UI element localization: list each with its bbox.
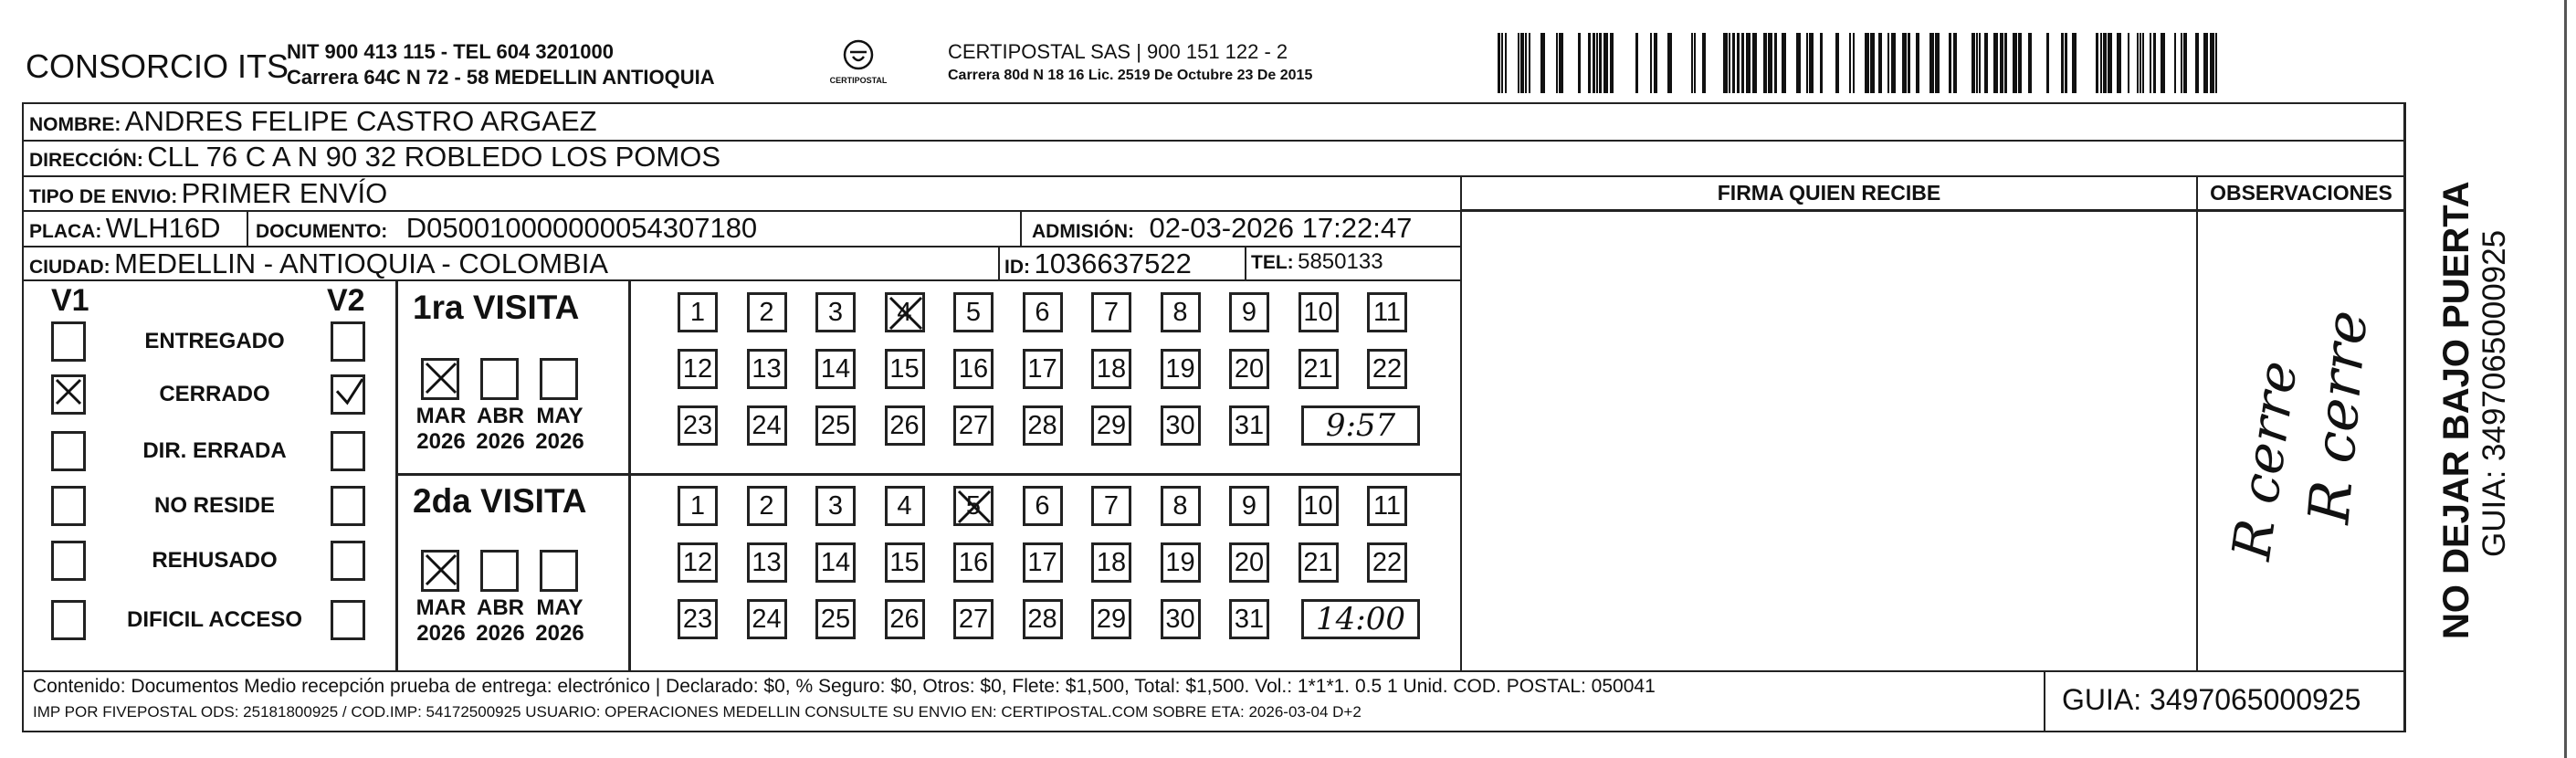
month-year: 2026 <box>476 429 525 454</box>
month-year: 2026 <box>416 621 466 646</box>
month-checkbox[interactable] <box>540 358 578 400</box>
month-year: 2026 <box>476 621 525 646</box>
second-visit-day-box[interactable] <box>953 599 994 639</box>
day-number: 24 <box>752 605 782 634</box>
month-label <box>414 595 468 647</box>
company-nit: NIT 900 413 115 - TEL 604 3201000 <box>287 40 614 63</box>
first-visit-day-box[interactable] <box>1023 292 1063 332</box>
day-number: 29 <box>1096 411 1127 440</box>
first-visit-day-box[interactable] <box>1229 349 1269 389</box>
logo-icon <box>842 38 875 71</box>
company-name: CONSORCIO ITS <box>26 47 289 85</box>
first-visit-day-box[interactable] <box>953 292 994 332</box>
status-label: NO RESIDE <box>153 493 276 518</box>
company-address: Carrera 64C N 72 - 58 MEDELLIN ANTIOQUIA <box>287 66 715 89</box>
day-number: 6 <box>1035 298 1050 327</box>
day-number: 6 <box>1035 491 1050 521</box>
second-visit-day-box[interactable] <box>1091 486 1131 526</box>
second-visit-day-box[interactable] <box>1161 486 1201 526</box>
day-number: 31 <box>1234 411 1265 440</box>
first-visit-day-box[interactable] <box>1091 405 1131 446</box>
day-number: 10 <box>1303 298 1333 327</box>
day-number: 14 <box>820 548 851 577</box>
first-visit-day-box[interactable] <box>678 292 718 332</box>
month-name: ABR <box>477 595 524 620</box>
first-visit-day-box[interactable] <box>747 349 787 389</box>
day-number: 21 <box>1303 354 1333 384</box>
day-number: 15 <box>889 354 920 384</box>
first-visit-day-box[interactable] <box>747 292 787 332</box>
admision-label: ADMISIÓN: <box>1032 221 1134 242</box>
side-warning: NO DEJAR BAJO PUERTA <box>2436 181 2476 639</box>
v1-checkbox[interactable] <box>51 321 86 362</box>
logo-text: CERTIPOSTAL <box>829 76 888 85</box>
footer-guia: GUIA: 3497065000925 <box>2062 683 2361 716</box>
first-visit-day-box[interactable] <box>678 349 718 389</box>
first-visit-day-box[interactable] <box>1023 349 1063 389</box>
observation-handwriting: R cerre <box>2295 307 2381 527</box>
first-visit-day-box[interactable] <box>1161 292 1201 332</box>
first-visit-day-box[interactable] <box>1299 349 1339 389</box>
right-edge-line <box>2564 0 2567 758</box>
first-visit-day-box[interactable] <box>1023 405 1063 446</box>
cross-mark-icon <box>424 361 460 397</box>
day-number: 12 <box>682 354 713 384</box>
day-number: 9 <box>1241 298 1257 327</box>
second-visit-day-box[interactable] <box>953 542 994 583</box>
tipo-value: PRIMER ENVÍO <box>181 177 388 209</box>
tel-label: TEL: <box>1251 252 1294 273</box>
documento-label: DOCUMENTO: <box>256 221 388 242</box>
first-visit-day-box[interactable] <box>815 405 856 446</box>
second-visit-day-box[interactable] <box>678 486 718 526</box>
day-number: 16 <box>958 354 989 384</box>
imp-line: IMP POR FIVEPOSTAL ODS: 25181800925 / COD.IMP: 54172500925 USUARIO: OPERACIONES MEDELLIN CONSULTE SU ENVIO EN: CERTIPOSTAL.COM SOBRE ETA: 2026-03-04 D+2 <box>33 703 1362 721</box>
first-visit-day-box[interactable] <box>1229 405 1269 446</box>
v2-checkbox[interactable] <box>331 431 365 471</box>
day-number: 8 <box>1172 298 1188 327</box>
cross-mark-icon <box>54 377 85 408</box>
day-number: 1 <box>689 298 706 327</box>
second-visit-day-box[interactable] <box>1299 486 1339 526</box>
day-number: 20 <box>1234 548 1265 577</box>
second-visit-day-box[interactable] <box>1023 599 1063 639</box>
first-visit-day-box[interactable] <box>815 292 856 332</box>
first-visit-day-box[interactable] <box>885 349 925 389</box>
first-visit-day-box[interactable] <box>815 349 856 389</box>
first-visit-day-box[interactable] <box>1367 292 1407 332</box>
day-number: 26 <box>889 411 920 440</box>
second-visit-day-box[interactable] <box>678 599 718 639</box>
day-number: 5 <box>965 298 982 327</box>
day-number: 14 <box>820 354 851 384</box>
firma-header: FIRMA QUIEN RECIBE <box>1717 181 1941 205</box>
day-number: 13 <box>752 548 782 577</box>
month-label <box>532 595 587 647</box>
second-visit-day-box[interactable] <box>885 599 925 639</box>
day-number: 25 <box>820 605 851 634</box>
tipo-label: TIPO DE ENVIO: <box>29 186 178 207</box>
second-visit-day-box[interactable] <box>747 599 787 639</box>
day-number: 30 <box>1165 411 1195 440</box>
status-label: CERRADO <box>159 382 270 406</box>
second-visit-day-box[interactable] <box>1023 486 1063 526</box>
day-number: 17 <box>1027 548 1057 577</box>
day-number: 25 <box>820 411 851 440</box>
status-label: DIR. ERRADA <box>142 438 287 463</box>
month-checkbox[interactable] <box>421 550 459 592</box>
day-number: 10 <box>1303 491 1333 521</box>
second-visit-day-box[interactable] <box>1161 599 1201 639</box>
v2-checkbox[interactable] <box>331 486 365 526</box>
day-number: 2 <box>759 298 774 327</box>
day-number: 30 <box>1165 605 1195 634</box>
second-visit-day-box[interactable] <box>885 542 925 583</box>
first-visit-day-box[interactable] <box>885 292 925 332</box>
first-visit-day-box[interactable] <box>1367 349 1407 389</box>
day-number: 3 <box>827 298 844 327</box>
v2-header: V2 <box>327 283 365 318</box>
second-visit-day-box[interactable] <box>1091 599 1131 639</box>
first-visit-day-box[interactable] <box>953 349 994 389</box>
second-visit-day-box[interactable] <box>1023 542 1063 583</box>
day-number: 7 <box>1103 491 1120 521</box>
first-visit-time-box[interactable]: 9:57 <box>1301 405 1420 446</box>
v1-checkbox[interactable] <box>51 431 86 471</box>
day-number: 16 <box>958 548 989 577</box>
day-number: 29 <box>1096 605 1127 634</box>
day-number: 4 <box>897 491 912 521</box>
second-visit-day-box[interactable] <box>1229 542 1269 583</box>
nombre-label: NOMBRE: <box>29 114 121 135</box>
month-label <box>473 595 528 647</box>
day-number: 9 <box>1241 491 1257 521</box>
day-number: 20 <box>1234 354 1265 384</box>
day-number: 3 <box>827 491 844 521</box>
direccion-label: DIRECCIÓN: <box>29 150 143 171</box>
month-checkbox[interactable] <box>421 358 459 400</box>
day-number: 4 <box>897 298 912 327</box>
placa-value: WLH16D <box>105 212 221 244</box>
first-visit-day-box[interactable] <box>1091 349 1131 389</box>
day-number: 24 <box>752 411 782 440</box>
first-visit-day-box[interactable] <box>747 405 787 446</box>
day-number: 8 <box>1172 491 1188 521</box>
second-visit-day-box[interactable] <box>747 486 787 526</box>
barcode <box>1498 33 2228 93</box>
v1-header: V1 <box>51 283 89 318</box>
second-visit-day-box[interactable] <box>1367 486 1407 526</box>
day-number: 23 <box>682 411 713 440</box>
day-number: 27 <box>958 411 989 440</box>
day-number: 19 <box>1165 354 1195 384</box>
second-visit-time-box[interactable]: 14:00 <box>1301 599 1420 639</box>
day-number: 18 <box>1096 548 1127 577</box>
admision-value: 02-03-2026 17:22:47 <box>1149 212 1413 244</box>
second-visit-day-box[interactable] <box>815 486 856 526</box>
first-visit-day-box[interactable] <box>1229 292 1269 332</box>
month-checkbox[interactable] <box>480 550 519 592</box>
first-visit-day-box[interactable] <box>1091 292 1131 332</box>
month-year: 2026 <box>416 429 466 454</box>
id-label: ID: <box>1004 257 1030 278</box>
second-visit-day-box[interactable] <box>678 542 718 583</box>
day-number: 15 <box>889 548 920 577</box>
cross-mark-icon <box>956 489 994 527</box>
day-number: 1 <box>689 491 706 521</box>
month-year: 2026 <box>535 621 584 646</box>
status-label: REHUSADO <box>152 548 278 573</box>
day-number: 19 <box>1165 548 1195 577</box>
observation-handwriting-2: R cerre <box>2220 356 2309 564</box>
day-number: 2 <box>759 491 774 521</box>
day-number: 28 <box>1027 411 1057 440</box>
second-visit-day-box[interactable] <box>1367 542 1407 583</box>
day-number: 17 <box>1027 354 1057 384</box>
month-name: MAR <box>415 595 467 620</box>
second-visit-day-box[interactable] <box>815 599 856 639</box>
second-visit-day-box[interactable] <box>885 486 925 526</box>
month-name: ABR <box>477 404 524 428</box>
v2-checkbox[interactable] <box>331 321 365 362</box>
v1-checkbox[interactable] <box>51 541 86 581</box>
content-line: Contenido: Documentos Medio recepción prueba de entrega: electrónico | Declarado: $0, % Seguro: $0, Otros: $0, Flete: $1,500, Total: $1,500. Vol.: 1*1*1. 0.5 1 Unid. COD. POSTAL: 050041 <box>33 676 1656 697</box>
second-visit-day-box[interactable] <box>1229 486 1269 526</box>
side-guia: GUIA: 3497065000925 <box>2476 229 2512 557</box>
first-visit-day-box[interactable] <box>1299 292 1339 332</box>
tel-value: 5850133 <box>1298 249 1383 274</box>
observaciones-header: OBSERVACIONES <box>2210 181 2392 205</box>
status-label: ENTREGADO <box>144 329 285 353</box>
ciudad-label: CIUDAD: <box>29 257 110 278</box>
day-number: 28 <box>1027 605 1057 634</box>
day-number: 31 <box>1234 605 1265 634</box>
month-name: MAR <box>415 404 467 428</box>
second-visit-day-box[interactable] <box>815 542 856 583</box>
id-value: 1036637522 <box>1034 247 1192 279</box>
second-visit-day-box[interactable] <box>747 542 787 583</box>
v1-checkbox[interactable] <box>51 600 86 640</box>
first-visit-day-box[interactable] <box>885 405 925 446</box>
v2-checkbox[interactable] <box>331 374 365 415</box>
v1-checkbox[interactable] <box>51 374 86 415</box>
day-number: 22 <box>1372 548 1403 577</box>
check-mark-icon <box>333 377 364 408</box>
second-visit-day-box[interactable] <box>1091 542 1131 583</box>
cross-mark-icon <box>888 295 926 333</box>
second-visit-day-box[interactable] <box>1299 542 1339 583</box>
month-name: MAY <box>536 595 584 620</box>
direccion-value: CLL 76 C A N 90 32 ROBLEDO LOS POMOS <box>147 141 721 173</box>
day-number: 22 <box>1372 354 1403 384</box>
second-visit-day-box[interactable] <box>1161 542 1201 583</box>
day-number: 12 <box>682 548 713 577</box>
documento-value: D050010000000054307180 <box>405 212 758 244</box>
month-label <box>473 404 528 455</box>
month-year: 2026 <box>535 429 584 454</box>
day-number: 23 <box>682 605 713 634</box>
second-visit-day-box[interactable] <box>1229 599 1269 639</box>
status-label: DIFICIL ACCESO <box>126 607 302 632</box>
ciudad-value: MEDELLIN - ANTIOQUIA - COLOMBIA <box>114 247 608 279</box>
month-label <box>414 404 468 455</box>
month-checkbox[interactable] <box>480 358 519 400</box>
day-number: 13 <box>752 354 782 384</box>
second-visit-title: 2da VISITA <box>413 482 587 520</box>
day-number: 11 <box>1372 298 1402 327</box>
day-number: 27 <box>958 605 989 634</box>
first-visit-day-box[interactable] <box>1161 349 1201 389</box>
first-visit-day-box[interactable] <box>953 405 994 446</box>
placa-label: PLACA: <box>29 221 102 242</box>
day-number: 18 <box>1096 354 1127 384</box>
carrier-name: CERTIPOSTAL SAS | 900 151 122 - 2 <box>948 40 1288 63</box>
second-visit-day-box[interactable] <box>953 486 994 526</box>
carrier-license: Carrera 80d N 18 16 Lic. 2519 De Octubre 23 De 2015 <box>948 68 1313 83</box>
first-visit-title: 1ra VISITA <box>413 289 580 326</box>
first-visit-day-box[interactable] <box>678 405 718 446</box>
v2-checkbox[interactable] <box>331 541 365 581</box>
cross-mark-icon <box>424 553 460 589</box>
month-checkbox[interactable] <box>540 550 578 592</box>
v2-checkbox[interactable] <box>331 600 365 640</box>
nombre-value: ANDRES FELIPE CASTRO ARGAEZ <box>124 105 597 137</box>
day-number: 5 <box>965 491 982 521</box>
month-name: MAY <box>536 404 584 428</box>
first-visit-day-box[interactable] <box>1161 405 1201 446</box>
certipostal-logo <box>822 38 895 93</box>
day-number: 11 <box>1372 491 1402 521</box>
day-number: 26 <box>889 605 920 634</box>
day-number: 7 <box>1103 298 1120 327</box>
day-number: 21 <box>1303 548 1333 577</box>
v1-checkbox[interactable] <box>51 486 86 526</box>
month-label <box>532 404 587 455</box>
